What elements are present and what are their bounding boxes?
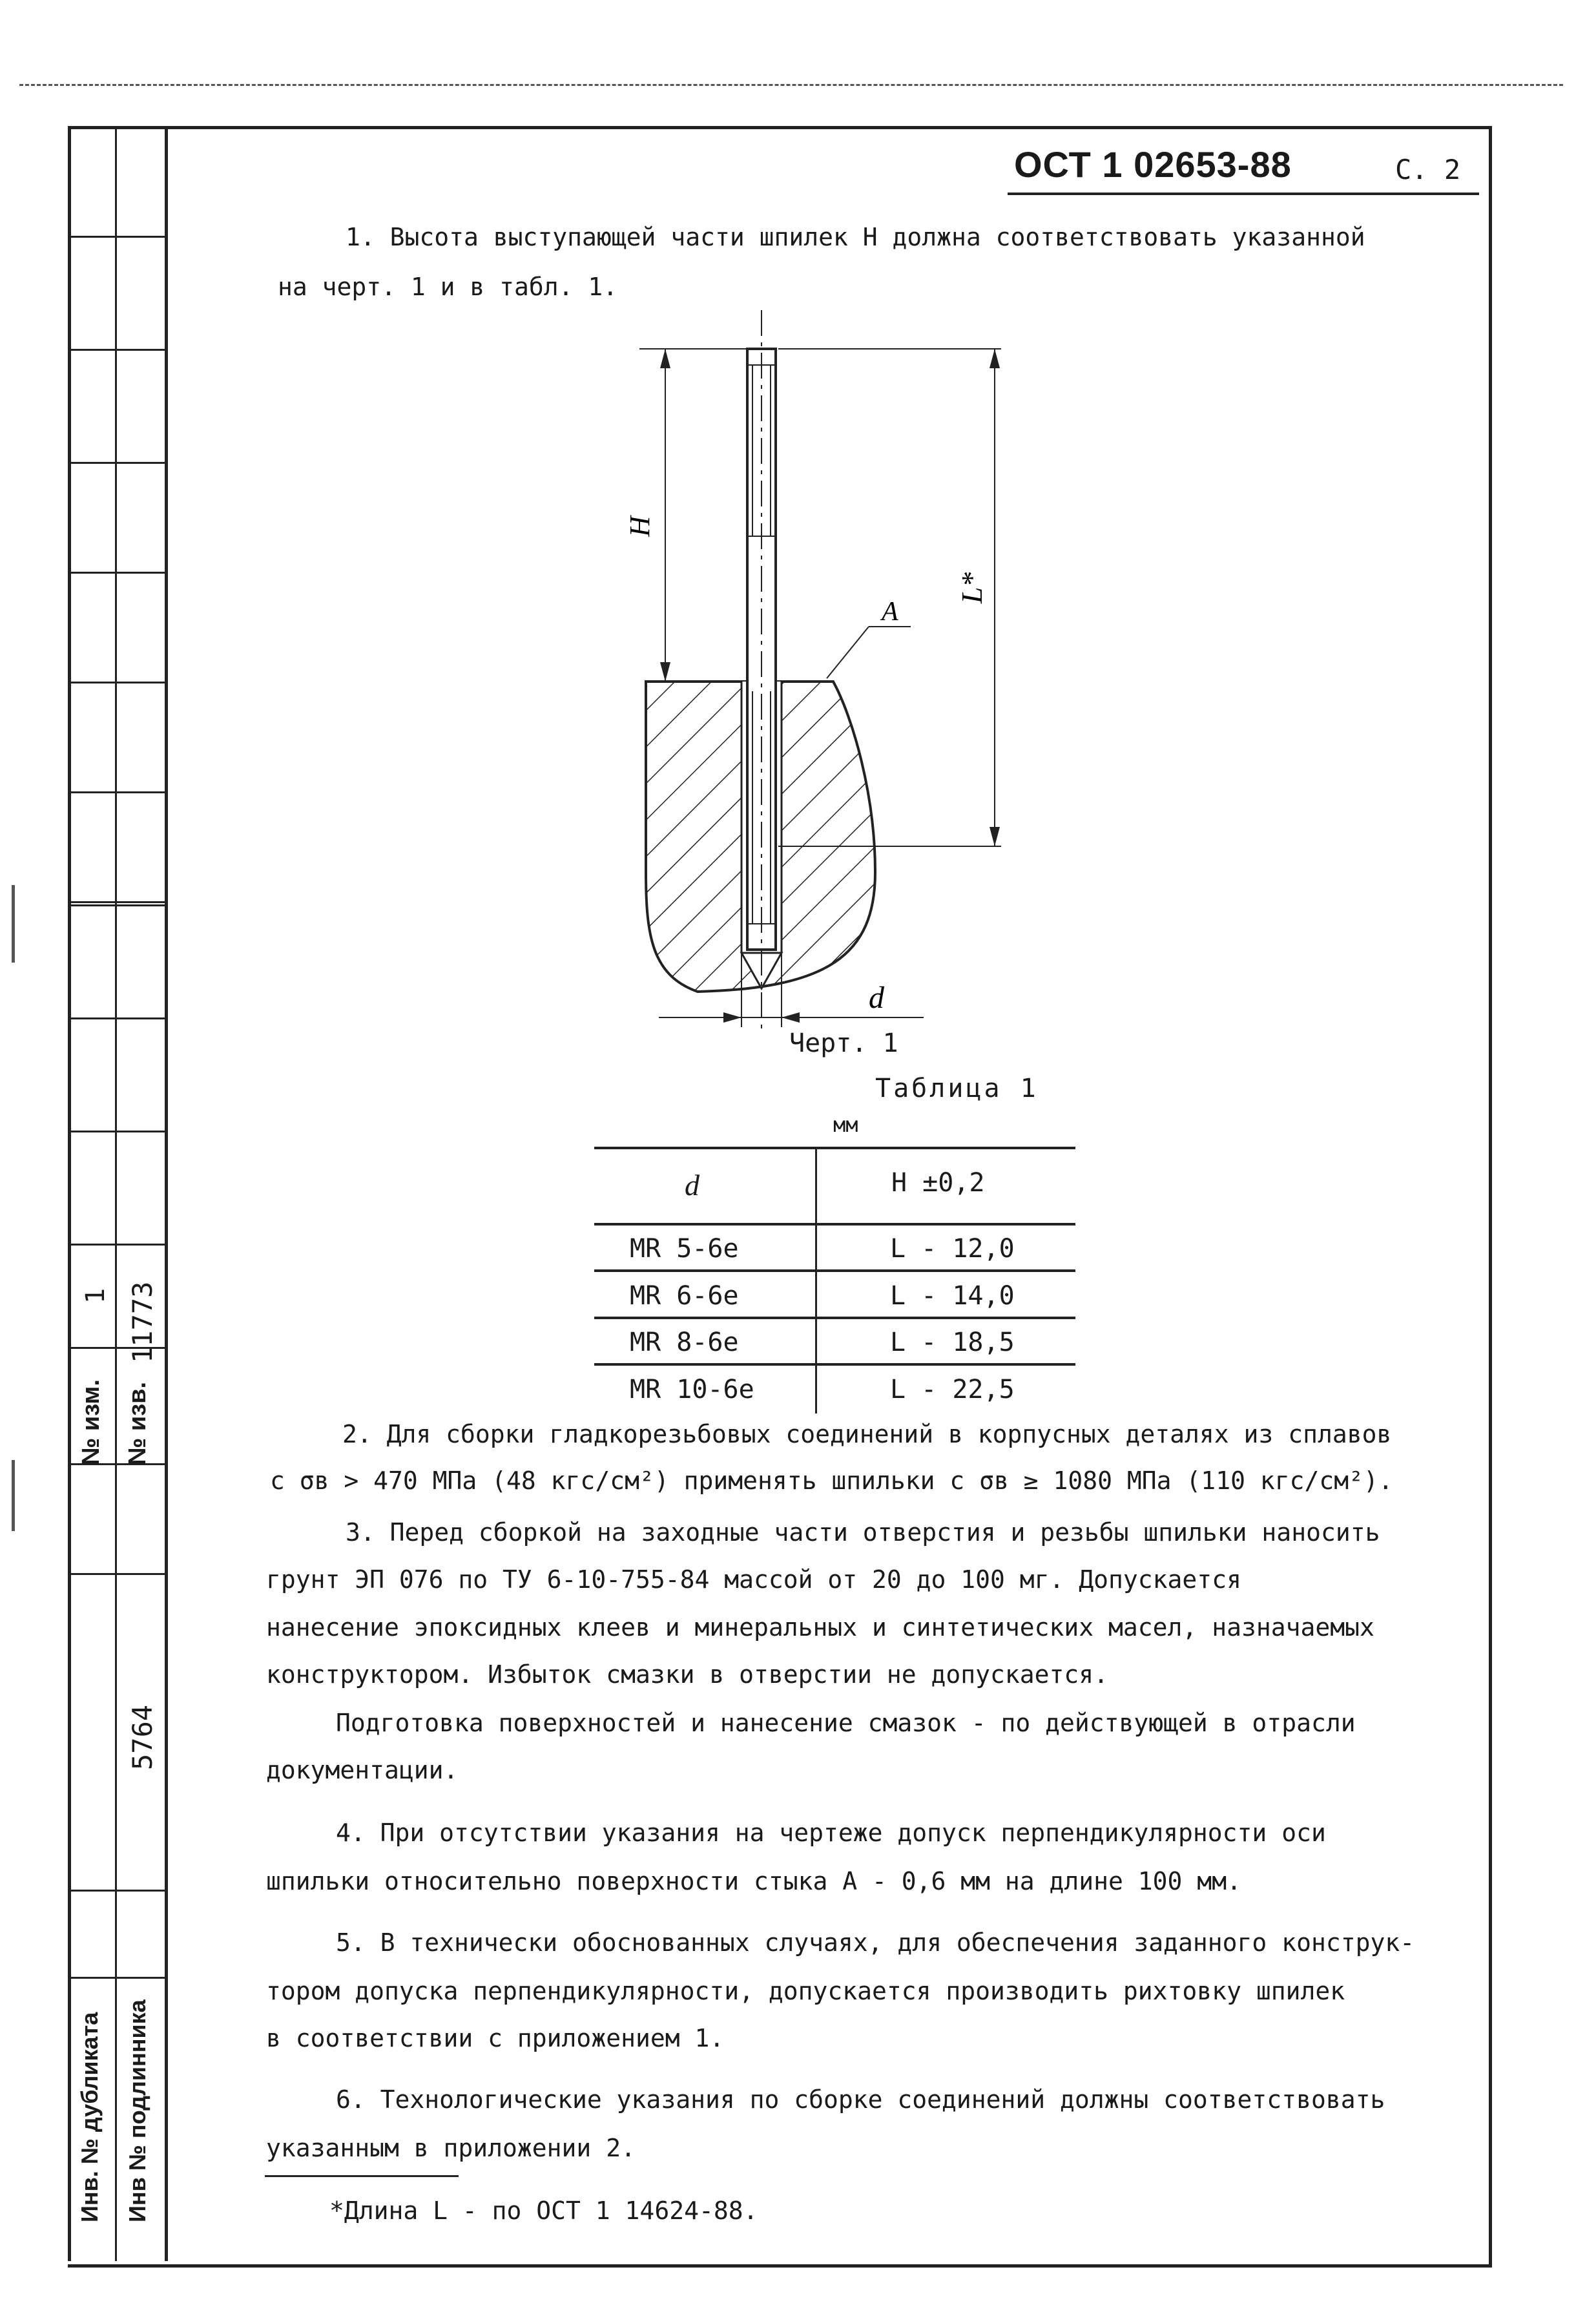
paragraph-5-line-2: тором допуска перпендикулярности, допускается производить рихтовку шпилек: [266, 1977, 1345, 2005]
figure-caption: Черт. 1: [789, 1028, 898, 1058]
paragraph-1-line-2: на черт. 1 и в табл. 1.: [278, 273, 618, 301]
page-number: С. 2: [1395, 154, 1461, 185]
table-row-1-d: MR 5-6e: [630, 1234, 739, 1264]
paragraph-4-line-2: шпильки относительно поверхности стыка A - 0,6 мм на длине 100 мм.: [266, 1867, 1241, 1895]
table-row-4-d: MR 10-6e: [630, 1375, 754, 1404]
sidebar-dup-label: Инв. № дубликата: [76, 2012, 103, 2222]
sidebar-izm-label: № изм.: [78, 1379, 105, 1465]
table-row-3-d: MR 8-6e: [630, 1328, 739, 1357]
paragraph-3-line-4: конструктором. Избыток смазки в отверстии не допускается.: [266, 1660, 1109, 1689]
sidebar-izv-value: 11773: [127, 1281, 158, 1363]
paragraph-5-line-3: в соответствии с приложением 1.: [266, 2024, 725, 2052]
paragraph-5-line-1: 5. В технически обоснованных случаях, для обеспечения заданного конструк-: [336, 1928, 1415, 1957]
sidebar-stamp: [68, 126, 168, 2261]
paragraph-4-line-1: 4. При отсутствии указания на чертеже допуск перпендикулярности оси: [336, 1819, 1326, 1847]
top-dashed-rule: [19, 84, 1563, 86]
table-row-2-H: L - 14,0: [890, 1281, 1015, 1311]
sidebar-divider: [115, 126, 117, 2261]
footnote-rule: [265, 2175, 459, 2177]
binding-mark: [12, 885, 15, 963]
binding-mark: [12, 1460, 15, 1531]
paragraph-3-line-2: грунт ЭП 076 по ТУ 6-10-755-84 массой от 20 до 100 мг. Допускается: [266, 1565, 1241, 1594]
paragraph-2-line-2: с σв > 470 МПа (48 кгс/см²) применять шпильки с σв ≥ 1080 МПа (110 кгс/см²).: [270, 1466, 1393, 1495]
label-A: A: [882, 597, 898, 627]
paragraph-3b-line-2: документации.: [266, 1756, 459, 1784]
paragraph-3-line-3: нанесение эпоксидных клеев и минеральных и синтетических масел, назначаемых: [266, 1613, 1374, 1642]
table-header-H: H ±0,2: [891, 1168, 985, 1198]
paragraph-2-line-1: 2. Для сборки гладкорезьбовых соединений в корпусных деталях из сплавов: [342, 1420, 1392, 1448]
paragraph-6-line-1: 6. Технологические указания по сборке соединений должны соответствовать: [336, 2085, 1385, 2114]
sidebar-orig-label: Инв № подлинника: [124, 1999, 150, 2222]
footnote: *Длина L - по ОСТ 1 14624-88.: [329, 2196, 758, 2225]
table-row-4-H: L - 22,5: [890, 1375, 1015, 1404]
table-header-d: d: [685, 1169, 700, 1202]
table-unit: мм: [833, 1112, 858, 1137]
paragraph-1-line-1: 1. Высота выступающей части шпилек H должна соответствовать указанной: [346, 223, 1365, 251]
table-title: Таблица 1: [875, 1074, 1039, 1103]
table-row-2-d: MR 6-6e: [630, 1281, 739, 1311]
paragraph-3b-line-1: Подготовка поверхностей и нанесение смазок - по действующей в отрасли: [336, 1709, 1356, 1737]
label-d: d: [869, 981, 884, 1015]
sidebar-izm-value: 1: [81, 1288, 110, 1304]
table-row-1-H: L - 12,0: [890, 1234, 1015, 1264]
paragraph-3-line-1: 3. Перед сборкой на заходные части отверстия и резьбы шпильки наносить: [346, 1518, 1380, 1547]
sidebar-izv-label: № изв.: [124, 1381, 151, 1465]
stud-drawing: [614, 304, 1066, 1040]
sidebar-inv-orig-value: 5764: [127, 1704, 158, 1770]
document-number: ОСТ 1 02653-88: [1014, 144, 1292, 185]
header-rule: [1008, 193, 1479, 195]
label-H: H: [624, 516, 656, 537]
table-column-divider: [815, 1149, 817, 1413]
paragraph-6-line-2: указанным в приложении 2.: [266, 2134, 636, 2162]
table-row-3-H: L - 18,5: [890, 1328, 1015, 1357]
label-L: L*: [955, 572, 988, 604]
